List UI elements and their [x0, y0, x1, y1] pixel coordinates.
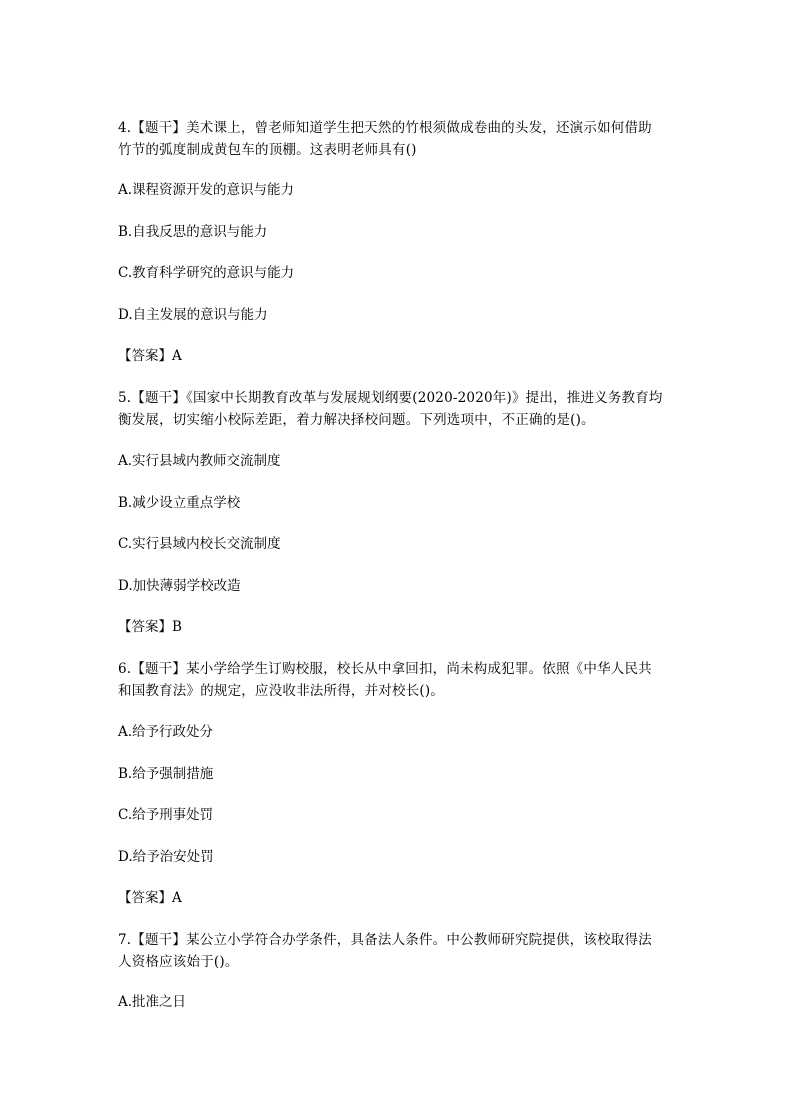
question-6-option-b: B.给予强制措施 — [118, 766, 214, 782]
question-5-option-d: D.加快薄弱学校改造 — [118, 578, 241, 594]
question-6-stem-line-2: 和国教育法》的规定，应没收非法所得，并对校长()。 — [118, 683, 445, 699]
question-5-option-a: A.实行县域内教师交流制度 — [118, 453, 281, 469]
question-4-answer: 【答案】A — [118, 348, 182, 364]
question-7-stem-line-2: 人资格应该始于()。 — [118, 954, 239, 970]
question-6-stem-line-1: 6.【题干】某小学给学生订购校服，校长从中拿回扣，尚未构成犯罪。依照《中华人民共 — [118, 661, 652, 677]
question-5-option-b: B.减少设立重点学校 — [118, 495, 241, 511]
question-4-stem-line-1: 4.【题干】美术课上，曾老师知道学生把天然的竹根须做成卷曲的头发，还演示如何借助 — [118, 120, 652, 136]
question-6-option-a: A.给予行政处分 — [118, 724, 214, 740]
question-5-option-c: C.实行县域内校长交流制度 — [118, 536, 281, 552]
question-5-stem-line-2: 衡发展，切实缩小校际差距，着力解决择校问题。下列选项中，不正确的是()。 — [118, 412, 595, 428]
question-7-option-a: A.批准之日 — [118, 994, 187, 1010]
question-4-option-d: D.自主发展的意识与能力 — [118, 307, 268, 323]
question-6-option-d: D.给予治安处罚 — [118, 849, 214, 865]
question-4-option-a: A.课程资源开发的意识与能力 — [118, 182, 295, 198]
question-6-option-c: C.给予刑事处罚 — [118, 807, 214, 823]
question-4-option-c: C.教育科学研究的意识与能力 — [118, 265, 295, 281]
question-7-stem-line-1: 7.【题干】某公立小学符合办学条件，具备法人条件。中公教师研究院提供，该校取得法 — [118, 932, 652, 948]
question-4-stem-line-2: 竹节的弧度制成黄包车的顶棚。这表明老师具有() — [118, 142, 417, 158]
question-6-answer: 【答案】A — [118, 890, 182, 906]
question-5-stem-line-1: 5.【题干】《国家中长期教育改革与发展规划纲要(2020-2020年)》提出，推进义务教育均 — [118, 390, 663, 406]
question-4-option-b: B.自我反思的意识与能力 — [118, 224, 268, 240]
question-5-answer: 【答案】B — [118, 619, 182, 635]
